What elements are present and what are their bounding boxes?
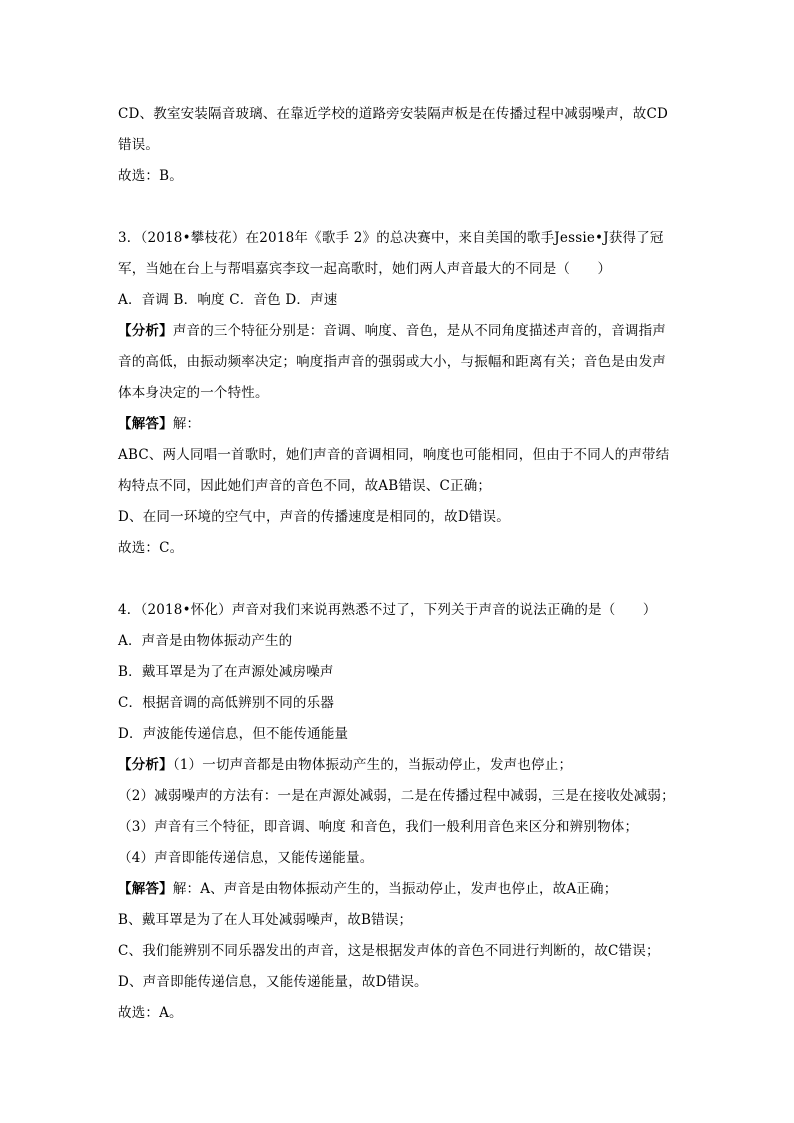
analysis-tag: 【分析】 <box>118 757 173 773</box>
question-4-stem: 4．（2018•怀化）声音对我们来说再熟悉不过了，下列关于声音的说法正确的是（ ） <box>118 602 657 618</box>
question-3-stem: 3．（2018•攀枝花）在2018年《歌手 2》的总决赛中，来自美国的歌手Jessie•J获得了冠 <box>118 230 664 246</box>
analysis-line <box>118 755 678 775</box>
question-4-option-c: C．根据音调的高低辨别不同的乐器 <box>118 695 335 711</box>
text-line: （2）减弱噪声的方法有：一是在声源处减弱，二是在传播过程中减弱，三是在接收处减弱； <box>118 788 675 804</box>
analysis-text: （1）一切声音都是由物体振动产生的，当振动停止，发声也停止； <box>172 757 573 773</box>
text-line: （4）声音即能传递信息，又能传递能量。 <box>118 850 374 866</box>
text-line: C、我们能辨别不同乐器发出的声音，这是根据发声体的音色不同进行判断的，故C错误； <box>118 943 660 959</box>
analysis-line <box>118 321 678 341</box>
answer-text: 解： <box>172 416 201 432</box>
text-line: D、声音即能传递信息，又能传递能量，故D错误。 <box>118 974 428 990</box>
text-line: （3）声音有三个特征，即音调、响度 和音色，我们一般利用音色来区分和辨别物体； <box>118 819 639 835</box>
answer-line <box>118 414 678 434</box>
answer-tag: 【解答】 <box>118 881 173 897</box>
question-3-options: A．音调 B．响度 C．音色 D．声速 <box>118 292 338 308</box>
text-line: B、戴耳罩是为了在人耳处减弱噪声，故B错误； <box>118 912 413 928</box>
text-line: 故选：A。 <box>118 1005 183 1021</box>
answer-text: 解：A、声音是由物体振动产生的，当振动停止，发声也停止，故A正确； <box>172 881 618 897</box>
text-line: 错误。 <box>118 137 160 153</box>
analysis-text: 声音的三个特征分别是：音调、响度、音色，是从不同角度描述声音的，音调指声 <box>172 323 667 339</box>
text-line: 故选：C。 <box>118 540 184 556</box>
answer-tag: 【解答】 <box>118 416 173 432</box>
text-line: CD、教室安装隔音玻璃、在靠近学校的道路旁安装隔声板是在传播过程中减弱噪声，故CD <box>118 106 669 122</box>
text-line: 音的高低，由振动频率决定；响度指声音的强弱或大小，与振幅和距离有关；音色是由发声 <box>118 354 666 370</box>
answer-line <box>118 879 678 899</box>
text-line: D、在同一环境的空气中，声音的传播速度是相同的，故D错误。 <box>118 509 510 525</box>
question-3-stem: 军，当她在台上与帮唱嘉宾李玟一起高歌时，她们两人声音最大的不同是（ ） <box>118 261 612 277</box>
text-line: 构特点不同，因此她们声音的音色不同，故AB错误、C正确； <box>118 478 492 494</box>
text-line: 故选：B。 <box>118 168 183 184</box>
question-4-option-a: A．声音是由物体振动产生的 <box>118 633 293 649</box>
analysis-tag: 【分析】 <box>118 323 173 339</box>
text-line: 体本身决定的一个特性。 <box>118 385 269 401</box>
question-4-option-d: D．声波能传递信息，但不能传通能量 <box>118 726 349 742</box>
question-4-option-b: B．戴耳罩是为了在声源处减房噪声 <box>118 664 334 680</box>
text-line: ABC、两人同唱一首歌时，她们声音的音调相同，响度也可能相同，但由于不同人的声带结 <box>118 447 670 463</box>
